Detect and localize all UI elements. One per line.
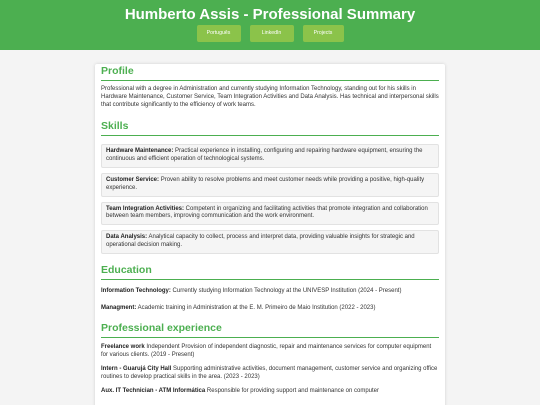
skill-text: Proven ability to resolve problems and meet customer needs while providing a positive, high-quality experience. <box>106 176 425 191</box>
skills-heading: Skills <box>101 120 439 136</box>
education-text: Academic training in Administration at the E. M. Primeiro de Maio Institution (2022 - 2023) <box>136 304 376 311</box>
skill-item-customer-service <box>101 173 439 197</box>
education-text: Currently studying Information Technology at the UNIVESP Institution (2024 - Present) <box>170 287 402 294</box>
experience-item <box>101 366 439 382</box>
profile-heading: Profile <box>101 65 439 81</box>
skill-item-hardware <box>101 144 439 168</box>
experience-heading: Professional experience <box>101 322 439 338</box>
nav-link-linkedin[interactable]: LinkedIn <box>250 25 294 42</box>
page-header <box>0 0 540 50</box>
experience-text: Supporting administrative activities, document management, customer service and organizing office routines to develop practical skills in the area. (2023 - 2023) <box>101 365 438 380</box>
content-card <box>95 64 445 405</box>
experience-item <box>101 388 439 396</box>
skill-text: Competent in organizing and facilitating activities that promote integration and collaboration between team members, improving communication and the work environment. <box>106 205 428 220</box>
skill-title: Hardware Maintenance: <box>106 148 174 155</box>
experience-text: Responsible for providing support and maintenance on computer <box>205 387 380 394</box>
experience-title: Aux. IT Technician - ATM Informática <box>101 387 206 394</box>
education-section <box>101 264 439 313</box>
nav-link-portuguese[interactable]: Português <box>197 25 241 42</box>
experience-title: Intern - Guarujá City Hall <box>101 365 172 372</box>
education-heading: Education <box>101 264 439 280</box>
nav-link-projects[interactable]: Projects <box>303 25 344 42</box>
education-title: Managment: <box>101 304 137 311</box>
skills-section <box>101 120 439 253</box>
profile-text: Professional with a degree in Administration and currently studying Information Technology, standing out for his skills in Hardware Maintenance, Customer Service, Team Integration Activities and Data Analysis. Has technical and interpersonal skills that contribute significantly to the efficiency of work teams. <box>101 86 439 108</box>
skill-text: Practical experience in installing, configuring and repairing hardware equipment, ensuring the continuous and efficient operation of technological systems. <box>106 148 423 163</box>
nav-bar <box>0 25 540 42</box>
skill-item-team-integration <box>101 202 439 226</box>
experience-item <box>101 344 439 360</box>
experience-text: Independent Provision of independent diagnostic, repair and maintenance services for computer equipment for various clients. (2019 - Present) <box>101 344 432 359</box>
profile-section <box>101 65 439 109</box>
skill-title: Team Integration Activities: <box>106 205 185 212</box>
education-item <box>101 288 439 296</box>
education-title: Information Technology: <box>101 287 171 294</box>
skill-title: Customer Service: <box>106 176 160 183</box>
skill-text: Analytical capacity to collect, process and interpret data, providing valuable insights for strategic and operational decision making. <box>106 234 415 248</box>
experience-section <box>101 322 439 395</box>
page-title: Humberto Assis - Professional Summary <box>124 6 416 23</box>
education-item <box>101 305 439 313</box>
skill-title: Data Analysis: <box>106 234 148 241</box>
skill-item-data-analysis <box>101 230 439 254</box>
experience-title: Freelance work <box>101 344 145 351</box>
